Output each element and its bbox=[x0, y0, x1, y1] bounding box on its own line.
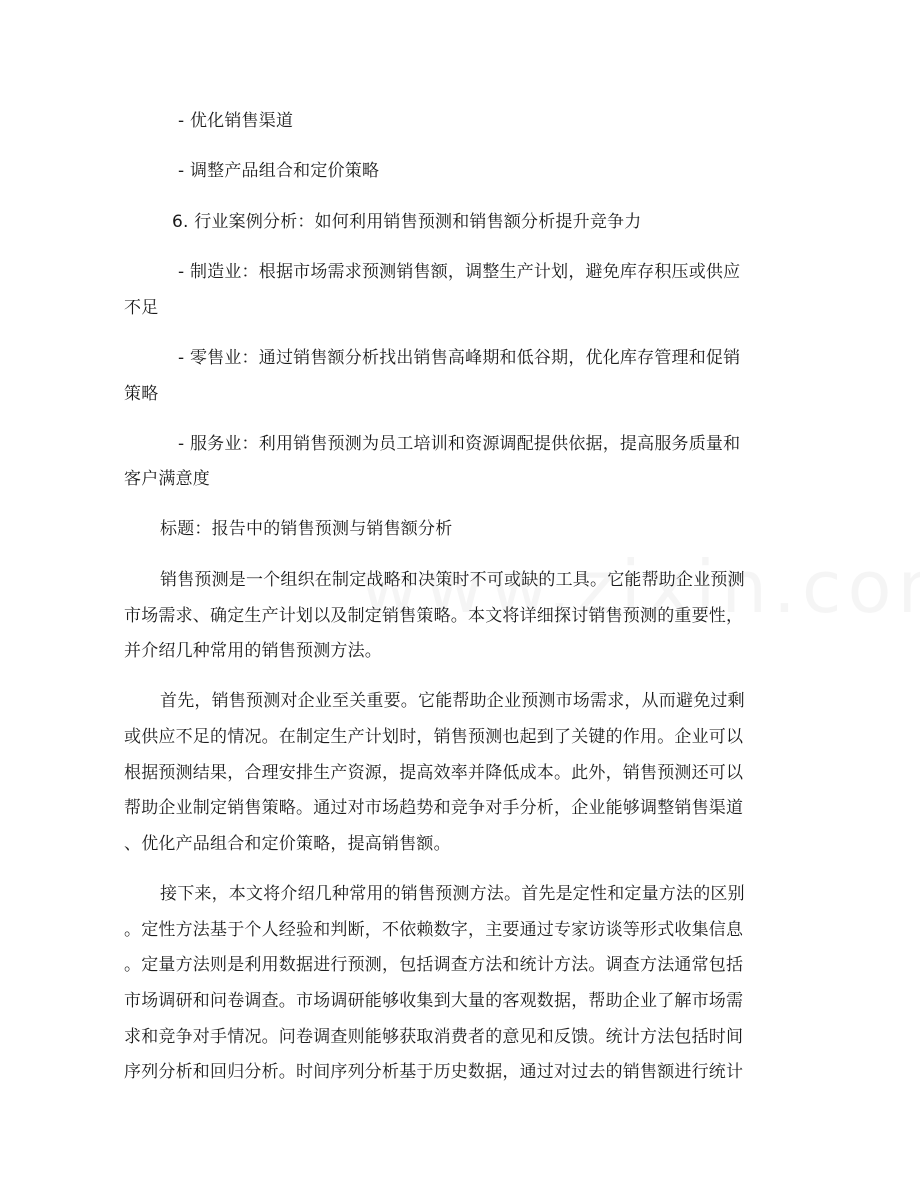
paragraph-3-line6: 序列分析和回归分析。时间序列分析基于历史数据，通过对过去的销售额进行统计 bbox=[124, 1062, 744, 1082]
paragraph-2-line2: 或供应不足的情况。在制定生产计划时，销售预测也起到了关键的作用。企业可以 bbox=[124, 727, 744, 747]
case-retail-line1: - 零售业：通过销售额分析找出销售高峰期和低谷期，优化库存管理和促销 bbox=[178, 348, 741, 368]
paragraph-3-line1: 接下来，本文将介绍几种常用的销售预测方法。首先是定性和定量方法的区别 bbox=[160, 884, 745, 904]
paragraph-1-line2: 市场需求、确定生产计划以及制定销售策略。本文将详细探讨销售预测的重要性， bbox=[124, 606, 744, 626]
paragraph-3-line4: 市场调研和问卷调查。市场调研能够收集到大量的客观数据，帮助企业了解市场需 bbox=[124, 991, 744, 1011]
paragraph-3-line2: 。定性方法基于个人经验和判断，不依赖数字，主要通过专家访谈等形式收集信息 bbox=[124, 920, 744, 940]
paragraph-1-line3: 并介绍几种常用的销售预测方法。 bbox=[124, 641, 382, 661]
section-heading: 6. 行业案例分析：如何利用销售预测和销售额分析提升竞争力 bbox=[172, 212, 642, 232]
paragraph-2-line5: 、优化产品组合和定价策略，提高销售额。 bbox=[124, 834, 451, 854]
paragraph-3-line3: 。定量方法则是利用数据进行预测，包括调查方法和统计方法。调查方法通常包括 bbox=[124, 955, 744, 975]
case-service-line2: 客户满意度 bbox=[124, 469, 210, 489]
paragraph-2-line4: 帮助企业制定销售策略。通过对市场趋势和竞争对手分析，企业能够调整销售渠道 bbox=[124, 798, 744, 818]
document-title: 标题：报告中的销售预测与销售额分析 bbox=[160, 519, 453, 539]
case-manufacturing-line1: - 制造业：根据市场需求预测销售额，调整生产计划，避免库存积压或供应 bbox=[178, 262, 741, 282]
paragraph-2-line3: 根据预测结果，合理安排生产资源，提高效率并降低成本。此外，销售预测还可以 bbox=[124, 763, 744, 783]
paragraph-2-line1: 首先，销售预测对企业至关重要。它能帮助企业预测市场需求，从而避免过剩 bbox=[160, 691, 745, 711]
paragraph-1-line1: 销售预测是一个组织在制定战略和决策时不可或缺的工具。它能帮助企业预测 bbox=[160, 570, 745, 590]
paragraph-3-line5: 求和竞争对手情况。问卷调查则能够获取消费者的意见和反馈。统计方法包括时间 bbox=[124, 1027, 744, 1047]
case-manufacturing-line2: 不足 bbox=[124, 298, 159, 318]
list-item-pricing: - 调整产品组合和定价策略 bbox=[178, 161, 380, 181]
list-item-channel: - 优化销售渠道 bbox=[178, 111, 294, 131]
case-retail-line2: 策略 bbox=[124, 384, 159, 404]
case-service-line1: - 服务业：利用销售预测为员工培训和资源调配提供依据，提高服务质量和 bbox=[178, 434, 741, 454]
